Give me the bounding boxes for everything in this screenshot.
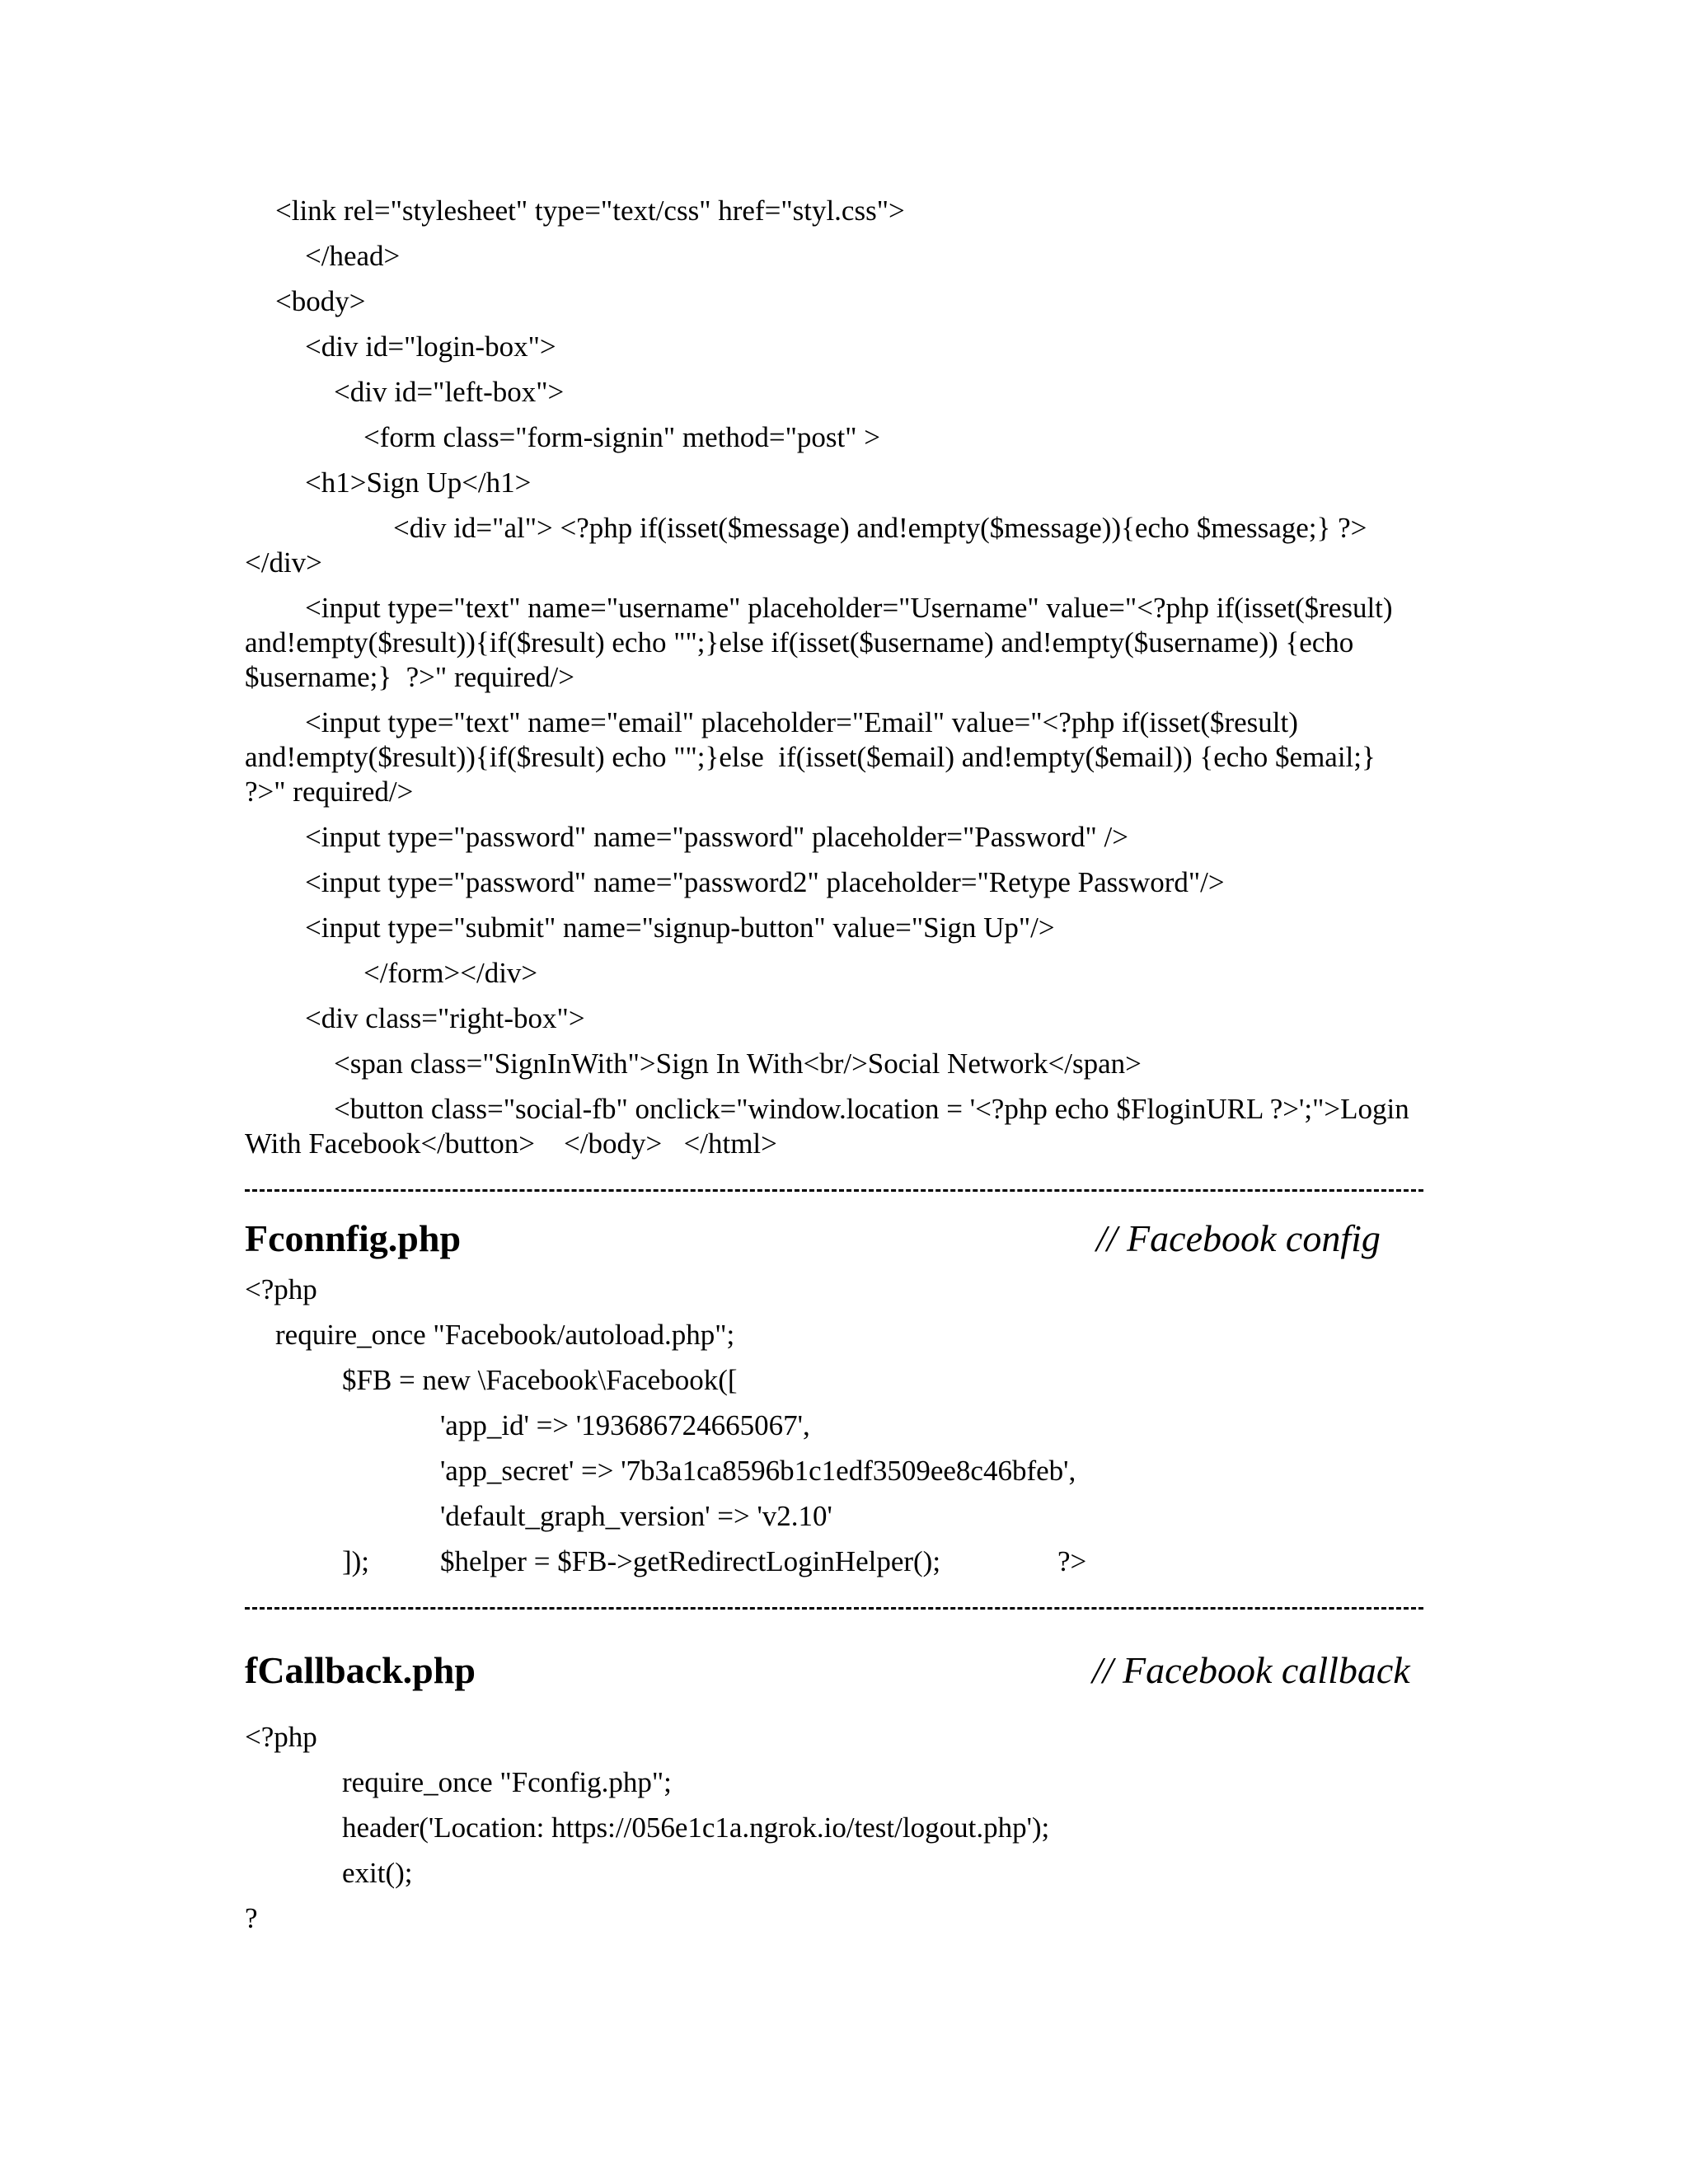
code-line: exit(); [342, 1857, 413, 1889]
code-line: ? [245, 1902, 258, 1934]
section-divider [245, 1607, 1423, 1610]
code-line: ?>" required/> [245, 776, 414, 808]
code-line: With Facebook</button> </body> </html> [245, 1127, 777, 1160]
code-line: ]); [342, 1545, 370, 1577]
code-line: and!empty($result)){if($result) echo "";}else if(isset($email) and!empty($email)) {echo $email;} [245, 741, 1376, 773]
code-line: 'default_graph_version' => 'v2.10' [440, 1500, 832, 1532]
code-line: header('Location: https://056e1c1a.ngrok.io/test/logout.php'); [342, 1811, 1050, 1844]
code-line: and!empty($result)){if($result) echo "";}else if(isset($username) and!empty($username)) {echo [245, 626, 1354, 658]
section-title: Fconnfig.php [245, 1217, 462, 1259]
code-line: 'app_secret' => '7b3a1ca8596b1c1edf3509ee8c46bfeb', [440, 1455, 1076, 1487]
code-line: <?php [245, 1721, 317, 1753]
code-line: <input type="submit" name="signup-button" value="Sign Up"/> [305, 912, 1055, 944]
code-line: $username;} ?>" required/> [245, 661, 575, 693]
code-line: <form class="form-signin" method="post" > [363, 421, 881, 453]
code-line: <?php [245, 1273, 317, 1305]
code-line: $helper = $FB->getRedirectLoginHelper(); [440, 1545, 941, 1577]
code-line: <link rel="stylesheet" type="text/css" href="styl.css"> [275, 194, 905, 227]
code-line: require_once "Facebook/autoload.php"; [275, 1319, 735, 1351]
code-line: <div id="login-box"> [305, 330, 556, 363]
code-line: $FB = new \Facebook\Facebook([ [342, 1364, 738, 1396]
section-comment: // Facebook config [1096, 1217, 1381, 1259]
code-line: </div> [245, 546, 322, 579]
code-line: 'app_id' => '193686724665067', [440, 1409, 810, 1441]
section-comment: // Facebook callback [1092, 1649, 1410, 1691]
section-divider [245, 1189, 1423, 1192]
code-line: require_once "Fconfig.php"; [342, 1766, 672, 1798]
code-line: <input type="password" name="password2" placeholder="Retype Password"/> [305, 866, 1225, 898]
code-line: <body> [275, 285, 366, 317]
code-line: <input type="text" name="email" placeholder="Email" value="<?php if(isset($result) [305, 706, 1298, 738]
code-line: ?> [1057, 1545, 1087, 1577]
code-line: <input type="password" name="password" placeholder="Password" /> [305, 821, 1128, 853]
code-line: <div class="right-box"> [305, 1002, 585, 1034]
section-title: fCallback.php [245, 1649, 476, 1691]
code-line: <div id="left-box"> [334, 376, 565, 408]
code-line: <h1>Sign Up</h1> [305, 466, 532, 499]
code-line: <span class="SignInWith">Sign In With<br/>Social Network</span> [334, 1047, 1142, 1080]
code-line: </head> [305, 240, 401, 272]
code-line: <div id="al"> <?php if(isset($message) and!empty($message)){echo $message;} ?> [393, 512, 1367, 544]
code-line: <input type="text" name="username" placeholder="Username" value="<?php if(isset($result) [305, 592, 1393, 624]
code-line: </form></div> [363, 957, 538, 989]
code-line: <button class="social-fb" onclick="window.location = '<?php echo $FloginURL ?>';">Login [334, 1093, 1409, 1125]
